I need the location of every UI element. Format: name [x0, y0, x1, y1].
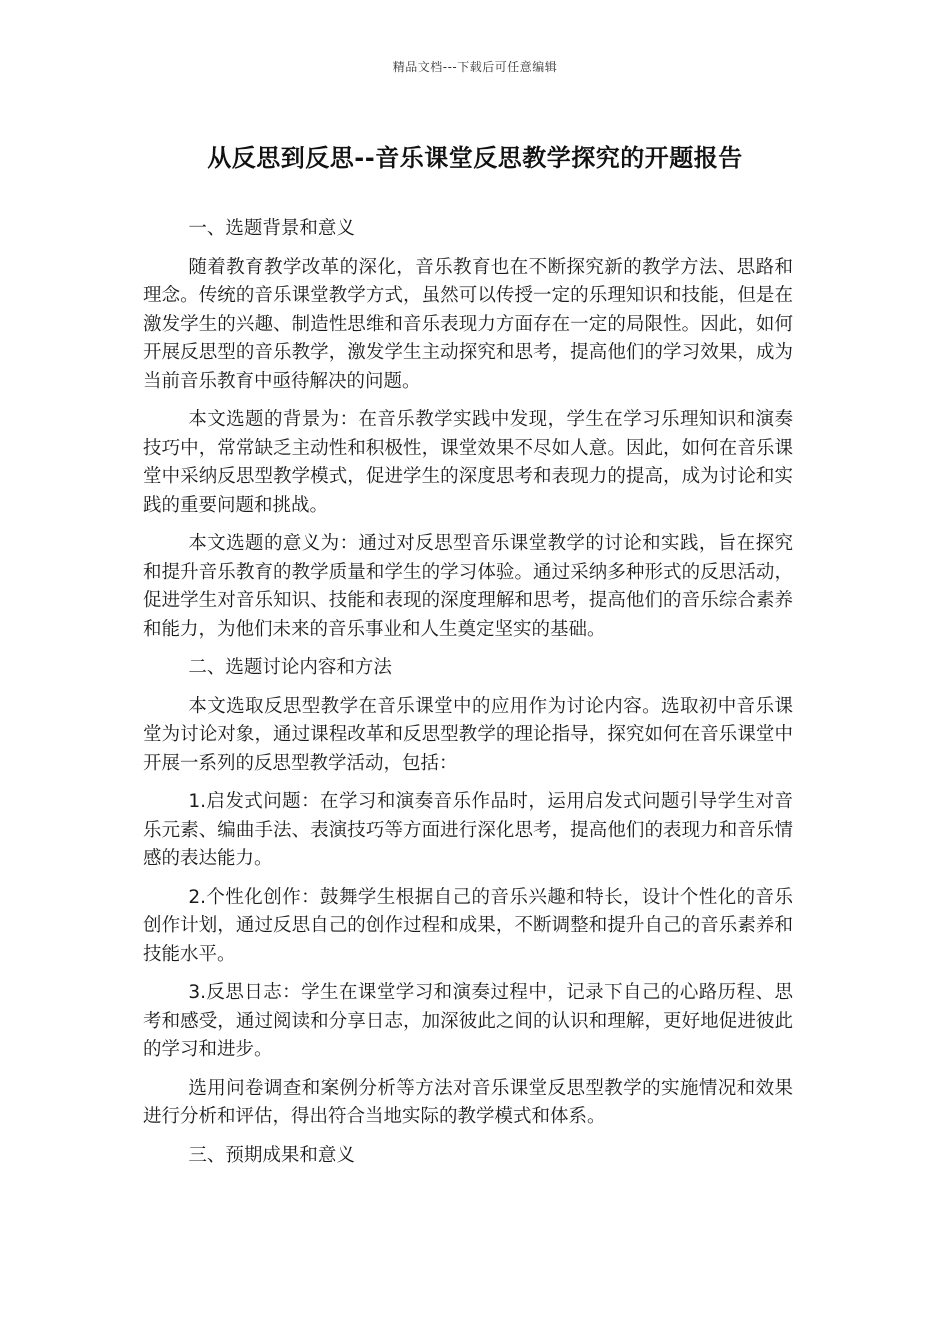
paragraph: 随着教育教学改革的深化，音乐教育也在不断探究新的教学方法、思路和理念。传统的音乐课堂教学方式，虽然可以传授一定的乐理知识和技能，但是在激发学生的兴趣、制造性思维和音乐表现力方面存在一定的局限性。因此，如何开展反思型的音乐教学，激发学生主动探究和思考，提高他们的学习效果，成为当前音乐教育中亟待解决的问题。 [143, 256, 793, 392]
section-heading: 二、选题讨论内容和方法 [188, 657, 392, 678]
list-item-paragraph: 2.个性化创作：鼓舞学生根据自己的音乐兴趣和特长，设计个性化的音乐创作计划，通过反思自己的创作过程和成果，不断调整和提升自己的音乐素养和技能水平。 [143, 886, 793, 965]
header-note: 精品文档---下载后可任意编辑 [392, 60, 558, 74]
list-item-paragraph: 3.反思日志：学生在课堂学习和演奏过程中，记录下自己的心路历程、思考和感受，通过阅读和分享日志，加深彼此之间的认识和理解，更好地促进彼此的学习和进步。 [143, 982, 793, 1060]
document-body [143, 215, 793, 1180]
list-item-paragraph: 1.启发式问题：在学习和演奏音乐作品时，运用启发式问题引导学生对音乐元素、编曲手法、表演技巧等方面进行深化思考，提高他们的表现力和音乐情感的表达能力。 [143, 791, 793, 869]
paragraph: 选用问卷调查和案例分析等方法对音乐课堂反思型教学的实施情况和效果进行分析和评估，得出符合当地实际的教学模式和体系。 [143, 1077, 793, 1127]
paragraph: 本文选题的意义为：通过对反思型音乐课堂教学的讨论和实践，旨在探究和提升音乐教育的教学质量和学生的学习体验。通过采纳多种形式的反思活动，促进学生对音乐知识、技能和表现的深度理解和思考，提高他们的音乐综合素养和能力，为他们未来的音乐事业和人生奠定坚实的基础。 [143, 533, 793, 640]
section-heading: 一、选题背景和意义 [188, 218, 355, 239]
section-heading: 三、预期成果和意义 [188, 1144, 355, 1166]
paragraph: 本文选取反思型教学在音乐课堂中的应用作为讨论内容。选取初中音乐课堂为讨论对象，通过课程改革和反思型教学的理论指导，探究如何在音乐课堂中开展一系列的反思型教学活动，包括： [143, 695, 793, 774]
paragraph: 本文选题的背景为：在音乐教学实践中发现，学生在学习乐理知识和演奏技巧中，常常缺乏主动性和积极性，课堂效果不尽如人意。因此，如何在音乐课堂中采纳反思型教学模式，促进学生的深度思考和表现力的提高，成为讨论和实践的重要问题和挑战。 [143, 409, 793, 516]
document-title: 从反思到反思--音乐课堂反思教学探究的开题报告 [207, 144, 743, 172]
